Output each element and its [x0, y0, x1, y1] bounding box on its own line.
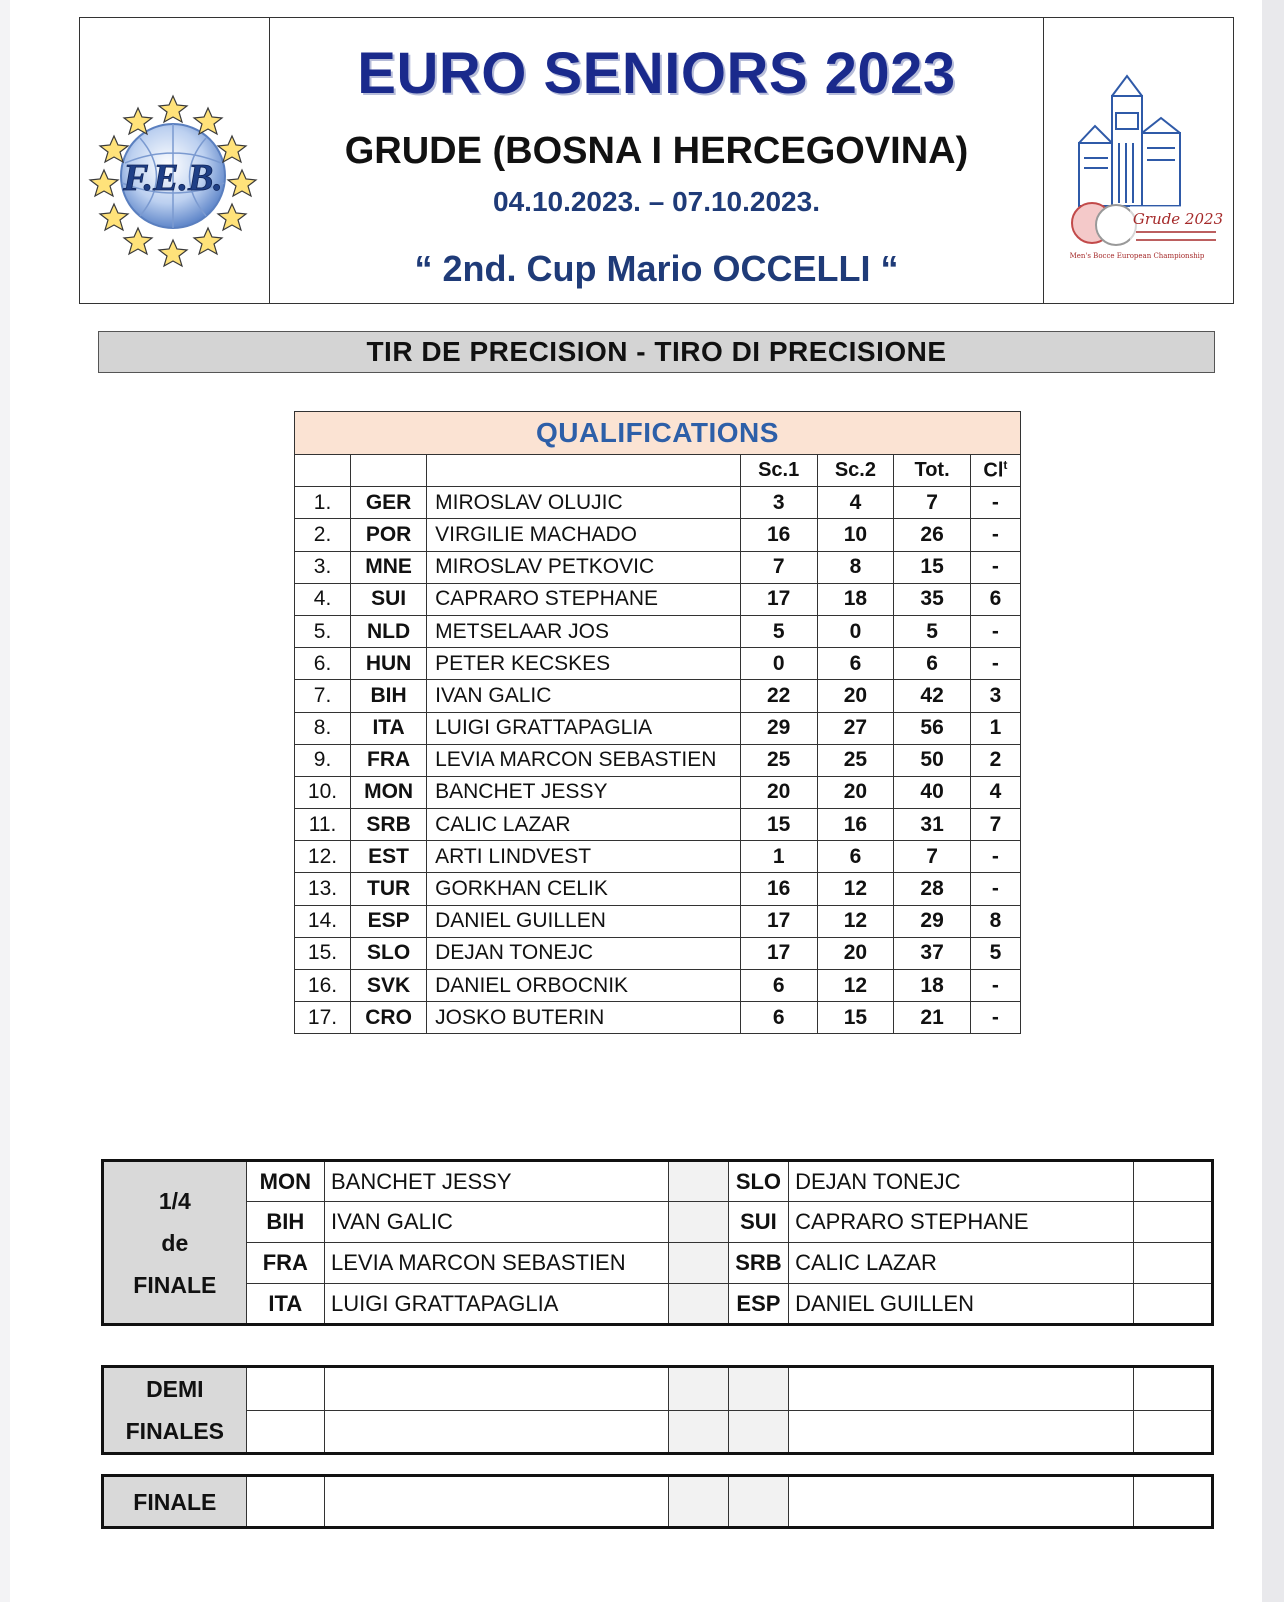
qualifications-table	[294, 411, 1021, 1034]
score-cell	[668, 1243, 728, 1284]
semi-finals-label	[103, 1367, 247, 1454]
player-name-cell: DEJAN TONEJC	[427, 937, 741, 969]
qualification-row	[295, 841, 1021, 873]
player-name-cell: LEVIA MARCON SEBASTIEN	[427, 744, 741, 776]
event-title: EURO SENIORS 2023	[357, 41, 956, 106]
quarter-final-row	[103, 1161, 1213, 1202]
player-name-a: IVAN GALIC	[324, 1202, 668, 1243]
total-cell: 28	[894, 873, 971, 905]
header-clt-sup: t	[1003, 458, 1008, 473]
country-code-cell: SRB	[351, 809, 427, 841]
classification-cell: 4	[970, 776, 1020, 808]
score1-cell: 17	[740, 583, 817, 615]
empty-cell	[246, 1367, 324, 1411]
rank-cell: 16.	[295, 970, 351, 1002]
event-location: GRUDE (BOSNA I HERCEGOVINA)	[344, 130, 969, 172]
classification-cell: -	[970, 1002, 1020, 1034]
country-code-cell: HUN	[351, 648, 427, 680]
score1-cell: 25	[740, 744, 817, 776]
qualification-row	[295, 970, 1021, 1002]
empty-cell	[246, 1410, 324, 1454]
final-table	[101, 1474, 1214, 1529]
total-cell: 5	[894, 615, 971, 647]
qualification-row	[295, 1002, 1021, 1034]
player-name-a: BANCHET JESSY	[324, 1161, 668, 1202]
player-name-cell: MIROSLAV OLUJIC	[427, 487, 741, 519]
header-sc1: Sc.1	[740, 455, 817, 487]
country-code-cell: ITA	[351, 712, 427, 744]
classification-cell: -	[970, 487, 1020, 519]
score1-cell: 3	[740, 487, 817, 519]
score2-cell: 0	[817, 615, 894, 647]
total-cell: 50	[894, 744, 971, 776]
score-cell	[668, 1410, 728, 1454]
qualification-row	[295, 744, 1021, 776]
feb-logo-cell	[80, 18, 270, 303]
score1-cell: 17	[740, 905, 817, 937]
header-blank	[295, 455, 351, 487]
score2-cell: 20	[817, 937, 894, 969]
player-name-b: CAPRARO STEPHANE	[789, 1202, 1134, 1243]
score-cell	[1133, 1161, 1212, 1202]
quarter-label-line: de	[161, 1229, 189, 1256]
feb-stars-globe-logo-icon	[80, 18, 266, 302]
semi-final-row	[103, 1410, 1213, 1454]
qualification-row	[295, 680, 1021, 712]
country-code-cell: BIH	[351, 680, 427, 712]
total-cell: 26	[894, 519, 971, 551]
player-name-a: LUIGI GRATTAPAGLIA	[324, 1284, 668, 1325]
total-cell: 7	[894, 841, 971, 873]
qualification-row	[295, 873, 1021, 905]
classification-cell: 6	[970, 583, 1020, 615]
score1-cell: 15	[740, 809, 817, 841]
quarter-final-row	[103, 1202, 1213, 1243]
rank-cell: 8.	[295, 712, 351, 744]
empty-cell	[324, 1410, 668, 1454]
player-name-cell: JOSKO BUTERIN	[427, 1002, 741, 1034]
qualification-row	[295, 648, 1021, 680]
score-cell	[668, 1202, 728, 1243]
rank-cell: 4.	[295, 583, 351, 615]
score2-cell: 15	[817, 1002, 894, 1034]
header-clt	[970, 455, 1020, 487]
score2-cell: 20	[817, 776, 894, 808]
total-cell: 31	[894, 809, 971, 841]
score2-cell: 6	[817, 648, 894, 680]
score1-cell: 7	[740, 551, 817, 583]
score2-cell: 25	[817, 744, 894, 776]
quarter-label-line: 1/4	[158, 1187, 191, 1214]
classification-cell: 7	[970, 809, 1020, 841]
country-code-cell: EST	[351, 841, 427, 873]
country-code-cell: MON	[351, 776, 427, 808]
country-code-b: SRB	[728, 1243, 788, 1284]
total-cell: 40	[894, 776, 971, 808]
semi-final-row	[103, 1367, 1213, 1411]
score2-cell: 4	[817, 487, 894, 519]
qualification-row	[295, 937, 1021, 969]
section-banner: TIR DE PRECISION - TIRO DI PRECISIONE	[98, 331, 1215, 373]
qualification-row	[295, 551, 1021, 583]
header-box	[79, 17, 1234, 304]
rank-cell: 7.	[295, 680, 351, 712]
score1-cell: 22	[740, 680, 817, 712]
country-code-cell: SUI	[351, 583, 427, 615]
score-cell	[728, 1367, 788, 1411]
total-cell: 15	[894, 551, 971, 583]
score1-cell: 5	[740, 615, 817, 647]
qualification-row	[295, 583, 1021, 615]
country-code-cell: SVK	[351, 970, 427, 1002]
rank-cell: 2.	[295, 519, 351, 551]
empty-cell	[1133, 1476, 1212, 1528]
score-cell	[668, 1161, 728, 1202]
player-name-a: LEVIA MARCON SEBASTIEN	[324, 1243, 668, 1284]
rank-cell: 9.	[295, 744, 351, 776]
score1-cell: 16	[740, 873, 817, 905]
classification-cell: 5	[970, 937, 1020, 969]
qualification-row	[295, 487, 1021, 519]
classification-cell: 3	[970, 680, 1020, 712]
rank-cell: 15.	[295, 937, 351, 969]
score-cell	[1133, 1284, 1212, 1325]
score1-cell: 29	[740, 712, 817, 744]
country-code-a: BIH	[246, 1202, 324, 1243]
player-name-cell: BANCHET JESSY	[427, 776, 741, 808]
classification-cell: -	[970, 551, 1020, 583]
score-cell	[668, 1367, 728, 1411]
score2-cell: 20	[817, 680, 894, 712]
classification-cell: 2	[970, 744, 1020, 776]
total-cell: 6	[894, 648, 971, 680]
empty-cell	[246, 1476, 324, 1528]
score2-cell: 12	[817, 873, 894, 905]
rank-cell: 1.	[295, 487, 351, 519]
grude-church-logo-icon	[1044, 18, 1230, 302]
rank-cell: 13.	[295, 873, 351, 905]
rank-cell: 5.	[295, 615, 351, 647]
country-code-cell: TUR	[351, 873, 427, 905]
score2-cell: 12	[817, 905, 894, 937]
score1-cell: 17	[740, 937, 817, 969]
score-cell	[668, 1476, 728, 1528]
total-cell: 56	[894, 712, 971, 744]
score1-cell: 6	[740, 1002, 817, 1034]
classification-cell: -	[970, 841, 1020, 873]
score2-cell: 27	[817, 712, 894, 744]
total-cell: 7	[894, 487, 971, 519]
empty-cell	[789, 1476, 1134, 1528]
total-cell: 18	[894, 970, 971, 1002]
score2-cell: 10	[817, 519, 894, 551]
qualifications-title: QUALIFICATIONS	[295, 412, 1021, 455]
classification-cell: 8	[970, 905, 1020, 937]
qualification-row	[295, 905, 1021, 937]
rank-cell: 17.	[295, 1002, 351, 1034]
quarter-finals-table	[101, 1159, 1214, 1326]
total-cell: 21	[894, 1002, 971, 1034]
score2-cell: 18	[817, 583, 894, 615]
player-name-cell: METSELAAR JOS	[427, 615, 741, 647]
header-blank	[351, 455, 427, 487]
score1-cell: 0	[740, 648, 817, 680]
country-code-cell: POR	[351, 519, 427, 551]
page-edge-left	[0, 0, 10, 1602]
player-name-cell: VIRGILIE MACHADO	[427, 519, 741, 551]
country-code-cell: CRO	[351, 1002, 427, 1034]
score1-cell: 6	[740, 970, 817, 1002]
total-cell: 35	[894, 583, 971, 615]
player-name-cell: LUIGI GRATTAPAGLIA	[427, 712, 741, 744]
score2-cell: 16	[817, 809, 894, 841]
total-cell: 29	[894, 905, 971, 937]
player-name-cell: DANIEL GUILLEN	[427, 905, 741, 937]
player-name-cell: PETER KECSKES	[427, 648, 741, 680]
semi-finals-table	[101, 1365, 1214, 1455]
quarter-finals-label	[103, 1161, 247, 1325]
svg-text:F.E.B.: F.E.B.	[123, 157, 223, 199]
empty-cell	[1133, 1410, 1212, 1454]
country-code-cell: ESP	[351, 905, 427, 937]
score1-cell: 20	[740, 776, 817, 808]
qualification-row	[295, 776, 1021, 808]
classification-cell: -	[970, 615, 1020, 647]
country-code-a: ITA	[246, 1284, 324, 1325]
classification-cell: -	[970, 970, 1020, 1002]
quarter-label-line: FINALE	[133, 1271, 217, 1298]
qualification-row	[295, 519, 1021, 551]
country-code-b: SLO	[728, 1161, 788, 1202]
header-tot: Tot.	[894, 455, 971, 487]
country-code-cell: MNE	[351, 551, 427, 583]
player-name-b: DEJAN TONEJC	[789, 1161, 1134, 1202]
empty-cell	[789, 1367, 1134, 1411]
rank-cell: 14.	[295, 905, 351, 937]
score-cell	[728, 1410, 788, 1454]
country-code-cell: GER	[351, 487, 427, 519]
qualification-row	[295, 809, 1021, 841]
semi-label-line-2: FINALES	[125, 1418, 225, 1444]
semi-label-line-1: DEMI	[146, 1376, 204, 1402]
score1-cell: 1	[740, 841, 817, 873]
player-name-cell: MIROSLAV PETKOVIC	[427, 551, 741, 583]
player-name-cell: CALIC LAZAR	[427, 809, 741, 841]
header-clt-text: Cl	[983, 459, 1004, 482]
rank-cell: 12.	[295, 841, 351, 873]
player-name-b: DANIEL GUILLEN	[789, 1284, 1134, 1325]
classification-cell: -	[970, 648, 1020, 680]
score2-cell: 8	[817, 551, 894, 583]
cup-name: “ 2nd. Cup Mario OCCELLI “	[414, 248, 899, 289]
quarter-final-row	[103, 1284, 1213, 1325]
score-cell	[1133, 1243, 1212, 1284]
empty-cell	[324, 1367, 668, 1411]
player-name-cell: ARTI LINDVEST	[427, 841, 741, 873]
qualifications-column-header	[295, 455, 1021, 487]
score1-cell: 16	[740, 519, 817, 551]
country-code-a: FRA	[246, 1243, 324, 1284]
score2-cell: 12	[817, 970, 894, 1002]
player-name-cell: DANIEL ORBOCNIK	[427, 970, 741, 1002]
empty-cell	[324, 1476, 668, 1528]
quarter-final-row	[103, 1243, 1213, 1284]
svg-text:Grude 2023: Grude 2023	[1132, 210, 1224, 228]
qualifications-body	[295, 487, 1021, 1034]
rank-cell: 3.	[295, 551, 351, 583]
header-title-cell	[270, 18, 1044, 303]
country-code-cell: SLO	[351, 937, 427, 969]
country-code-cell: NLD	[351, 615, 427, 647]
classification-cell: -	[970, 873, 1020, 905]
qualification-row	[295, 712, 1021, 744]
rank-cell: 11.	[295, 809, 351, 841]
classification-cell: 1	[970, 712, 1020, 744]
final-label: FINALE	[103, 1476, 247, 1528]
score-cell	[668, 1284, 728, 1325]
rank-cell: 6.	[295, 648, 351, 680]
header-sc2: Sc.2	[817, 455, 894, 487]
empty-cell	[789, 1410, 1134, 1454]
country-code-a: MON	[246, 1161, 324, 1202]
rank-cell: 10.	[295, 776, 351, 808]
total-cell: 37	[894, 937, 971, 969]
total-cell: 42	[894, 680, 971, 712]
player-name-b: CALIC LAZAR	[789, 1243, 1134, 1284]
score-cell	[1133, 1202, 1212, 1243]
classification-cell: -	[970, 519, 1020, 551]
country-code-b: SUI	[728, 1202, 788, 1243]
player-name-cell: CAPRARO STEPHANE	[427, 583, 741, 615]
player-name-cell: IVAN GALIC	[427, 680, 741, 712]
score2-cell: 6	[817, 841, 894, 873]
event-dates: 04.10.2023. – 07.10.2023.	[493, 186, 820, 217]
quarter-finals-body	[103, 1161, 1213, 1325]
country-code-b: ESP	[728, 1284, 788, 1325]
page-edge-right	[1262, 0, 1284, 1602]
header-blank	[427, 455, 741, 487]
score-cell	[728, 1476, 788, 1528]
grude-logo-cell	[1044, 18, 1233, 303]
empty-cell	[1133, 1367, 1212, 1411]
svg-text:Men's Bocce European Champions: Men's Bocce European Championship	[1069, 252, 1205, 260]
country-code-cell: FRA	[351, 744, 427, 776]
player-name-cell: GORKHAN CELIK	[427, 873, 741, 905]
qualification-row	[295, 615, 1021, 647]
final-row	[103, 1476, 1213, 1528]
